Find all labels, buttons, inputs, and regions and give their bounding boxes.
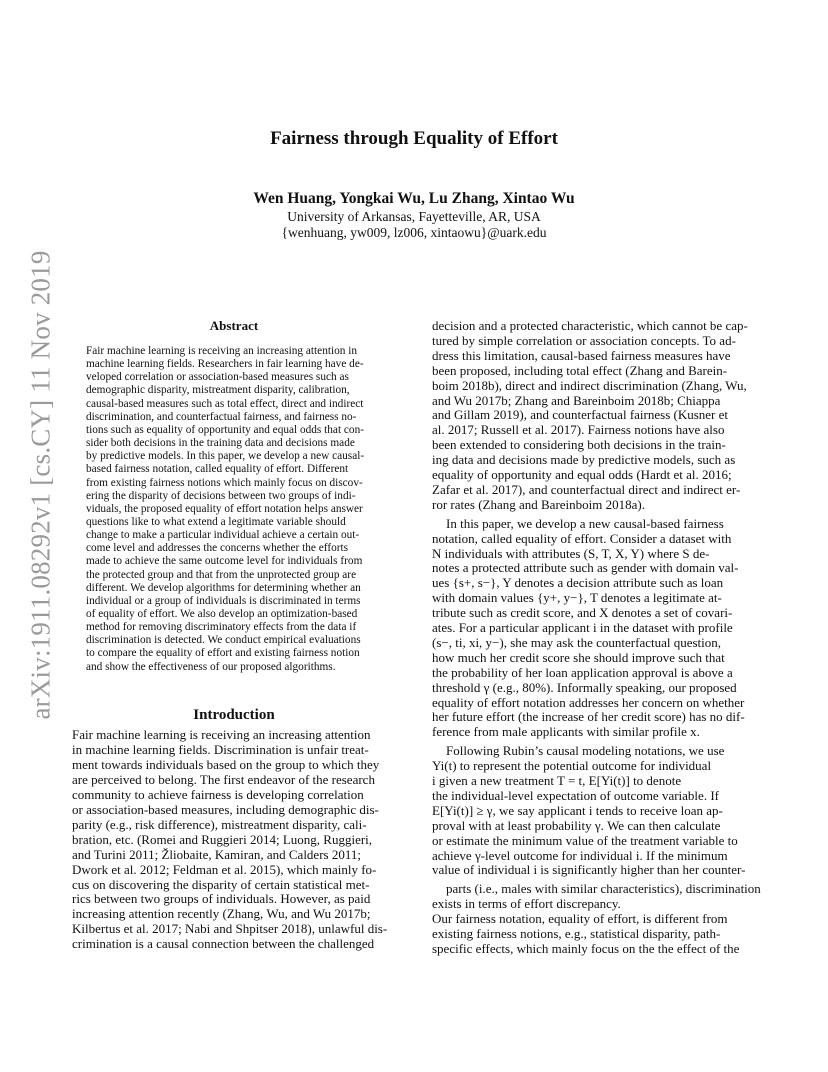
text-line: rics between two groups of individuals. However, as paid: [72, 891, 371, 907]
text-line: sider both decisions in the training data and decisions made: [86, 437, 355, 450]
text-line: in machine learning fields. Discrimination is unfair treat-: [72, 741, 369, 757]
text-line: come level and addresses the concerns whether the efforts: [86, 542, 349, 555]
text-line: discrimination, and counterfactual fairness, and fairness no-: [86, 410, 357, 423]
arxiv-sidebar-stamp: [24, 250, 58, 720]
text-line: Dwork et al. 2012; Feldman et al. 2015), which mainly fo-: [72, 861, 377, 877]
text-line: E[Yi(t)] ≥ γ, we say applicant i tends to receive loan ap-: [432, 802, 723, 818]
text-line: veloped correlation or association-based measures such as: [86, 371, 349, 384]
text-line: equality of effort notation addresses her concern on whether: [432, 694, 745, 710]
text-line: parity (e.g., risk difference), mistreatment disparity, cali-: [72, 816, 367, 832]
paper-title: Fairness through Equality of Effort: [270, 128, 558, 149]
text-line: made to achieve the same outcome level for individuals from: [86, 555, 363, 568]
text-line: her future effort (the increase of her credit score) has no dif-: [432, 709, 745, 725]
text-line: threshold γ (e.g., 80%). Informally speaking, our proposed: [432, 679, 737, 695]
text-line: dress this limitation, causal-based fairness measures have: [432, 347, 731, 363]
text-line: change to make a particular individual achieve a certain out-: [86, 529, 360, 542]
text-line: tribute such as credit score, and X denotes a set of covari-: [432, 605, 733, 621]
text-line: increasing attention recently (Zhang, Wu, and Wu 2017b;: [72, 906, 371, 922]
text-line: cus on discovering the disparity of certain statistical met-: [72, 876, 370, 892]
text-line: exists in terms of effort discrepancy.: [432, 896, 621, 912]
text-line: Zafar et al. 2017), and counterfactual direct and indirect er-: [432, 481, 741, 497]
text-line: crimination is a causal connection between the challenged: [72, 936, 375, 952]
text-line: the protected group and that from the unprotected group are: [86, 568, 357, 581]
text-line: specific effects, which mainly focus on the the effect of the: [432, 940, 740, 956]
text-line: from existing fairness notions which mainly focus on discov-: [86, 476, 363, 489]
text-line: discrimination is detected. We conduct empirical evaluations: [86, 634, 361, 647]
text-line: been proposed, including total effect (Zhang and Barein-: [432, 362, 728, 378]
text-line: and Gillam 2019), and counterfactual fairness (Kusner et: [432, 407, 729, 423]
text-line: machine learning fields. Researchers in fair learning have de-: [86, 358, 364, 371]
text-line: and Turini 2011; Žliobaite, Kamiran, and Calders 2011;: [72, 846, 361, 862]
text-line: how much her credit score she should improve such that: [432, 649, 725, 665]
text-line: are perceived to belong. The first endeavor of the research: [72, 771, 375, 787]
text-line: In this paper, we develop a new causal-based fairness: [446, 515, 724, 531]
text-line: ference from male applicants with similar profile x.: [432, 724, 700, 740]
text-line: viduals, the proposed equality of effort notation helps answer: [86, 502, 363, 515]
text-line: the individual-level expectation of outcome variable. If: [432, 787, 719, 803]
text-line: N individuals with attributes (S, T, X, Y) where S de-: [432, 545, 710, 561]
text-line: been extended to considering both decisions in the train-: [432, 437, 726, 453]
text-line: method for removing discriminatory effects from the data if: [86, 621, 357, 634]
author-list: Wen Huang, Yongkai Wu, Lu Zhang, Xintao Wu: [253, 190, 575, 207]
text-line: with domain values {y+, y−}, T denotes a legitimate at-: [432, 590, 722, 606]
text-line: decision and a protected characteristic, which cannot be cap-: [432, 318, 748, 333]
text-line: or association-based measures, including demographic dis-: [72, 801, 379, 817]
text-line: causal-based measures such as total effect, direct and indirect: [86, 397, 364, 410]
text-line: tured by simple correlation or association concepts. To ad-: [432, 332, 736, 348]
text-line: or estimate the minimum value of the treatment variable to: [432, 832, 738, 848]
text-line: boim 2018b), direct and indirect discrimination (Zhang, Wu,: [432, 377, 747, 393]
text-line: to compare the equality of effort and existing fairness notion: [86, 647, 360, 660]
abstract-heading: Abstract: [209, 318, 259, 333]
text-line: Kilbertus et al. 2017; Nabi and Shpitser 2018), unlawful dis-: [72, 921, 388, 937]
text-line: based fairness notation, called equality of effort. Different: [86, 463, 349, 476]
text-line: ment towards individuals based on the group to which they: [72, 756, 380, 772]
author-emails: {wenhuang, yw009, lz006, xintaowu}@uark.edu: [281, 225, 547, 240]
text-line: community to achieve fairness is developing correlation: [72, 786, 364, 802]
text-line: ates. For a particular applicant i in the dataset with profile: [432, 620, 733, 635]
text-line: achieve γ-level outcome for individual i. If the minimum: [432, 847, 728, 863]
text-line: value of individual i is significantly higher than her counter-: [432, 862, 746, 878]
text-line: Fair machine learning is receiving an increasing attention: [72, 727, 371, 742]
text-line: tions such as equality of opportunity and equal odds that con-: [86, 423, 364, 436]
introduction-heading: Introduction: [193, 707, 275, 723]
text-line: Our fairness notation, equality of effort, is different from: [432, 911, 728, 927]
text-line: notation, called equality of effort. Consider a dataset with: [432, 530, 732, 546]
text-line: ror rates (Zhang and Bareinboim 2018a).: [432, 496, 645, 512]
text-line: questions like to what extend a legitimate variable should: [86, 515, 346, 528]
text-line: by predictive models. In this paper, we develop a new causal-: [86, 450, 365, 463]
text-line: parts (i.e., males with similar characteristics), discrimination: [446, 881, 761, 897]
text-line: bration, etc. (Romei and Ruggieri 2014; Luong, Ruggieri,: [72, 831, 373, 847]
text-line: and Wu 2017b; Zhang and Bareinboim 2018b; Chiappa: [432, 392, 721, 408]
text-line: different. We develop algorithms for determining whether an: [86, 581, 361, 594]
text-line: ing data and decisions made by predictive models, such as: [432, 452, 736, 468]
text-line: existing fairness notions, e.g., statistical disparity, path-: [432, 926, 721, 941]
text-line: equality of opportunity and equal odds (Hardt et al. 2016;: [432, 467, 732, 482]
text-line: proval with at least probability γ. We can then calculate: [432, 817, 721, 833]
text-line: al. 2017; Russell et al. 2017). Fairness notions have also: [432, 422, 725, 438]
text-line: Yi(t) to represent the potential outcome for individual: [432, 758, 712, 774]
text-line: the probability of her loan application approval is above a: [432, 664, 733, 680]
text-line: ering the disparity of decisions between two groups of indi-: [86, 489, 356, 502]
text-line: and show the effectiveness of our proposed algorithms.: [86, 660, 336, 673]
text-line: Fair machine learning is receiving an increasing attention in: [86, 345, 358, 357]
text-line: notes a protected attribute such as gender with domain val-: [432, 560, 739, 576]
affiliation: University of Arkansas, Fayetteville, AR, USA: [287, 209, 541, 224]
text-line: of equality of effort. We also develop an optimization-based: [86, 608, 358, 620]
text-line: individual or a group of individuals is discriminated in terms: [86, 594, 361, 607]
text-line: i given a new treatment T = t, E[Yi(t)] to denote: [432, 773, 682, 788]
text-line: Following Rubin’s causal modeling notations, we use: [446, 743, 725, 759]
text-line: ues {s+, s−}, Y denotes a decision attribute such as loan: [432, 575, 724, 591]
text-line: (s−, ti, xi, y−), she may ask the counterfactual question,: [432, 634, 722, 650]
text-line: demographic disparity, mistreatment disparity, calibration,: [86, 384, 350, 397]
arxiv-id: arXiv:1911.08292v1 [cs.CY] 11 Nov 2019: [25, 250, 56, 720]
